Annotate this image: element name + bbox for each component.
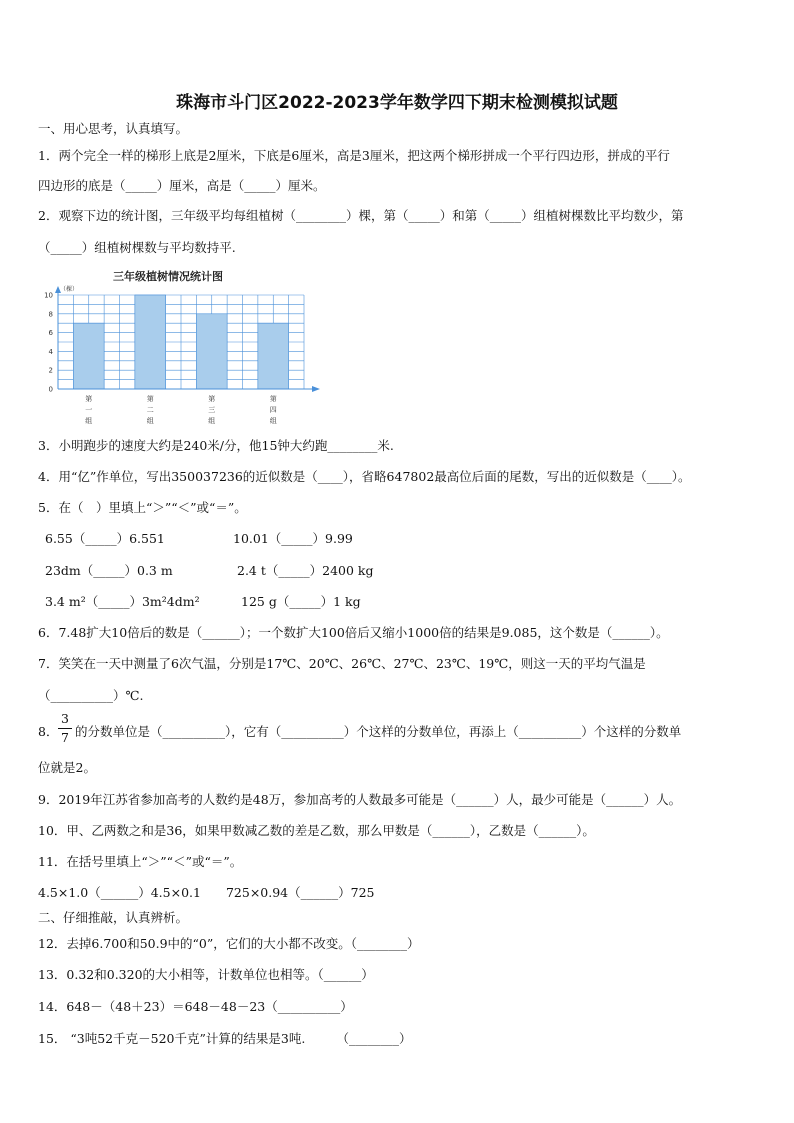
chart-y-label: （棵） bbox=[60, 286, 79, 293]
fraction-3-7 bbox=[58, 712, 72, 745]
x-category-label: 第四组 bbox=[269, 395, 277, 425]
bar-1 bbox=[73, 323, 104, 389]
fraction-bar bbox=[58, 728, 72, 729]
question-11-items: 4.5×1.0（______）4.5×0.1 725×0.94（______）725 bbox=[38, 885, 375, 900]
question-12: 12．去掉6.700和50.9中的“0”，它们的大小都不改变。（________） bbox=[38, 936, 420, 951]
q5-item-5: 3.4 m²（_____）3m²4dm² bbox=[45, 594, 200, 609]
q5-item-4: 2.4 t（_____）2400 kg bbox=[237, 563, 374, 578]
question-6: 6．7.48扩大10倍后的数是（______）；一个数扩大100倍后又缩小1000倍的结果是9.085，这个数是（______）。 bbox=[38, 625, 669, 640]
section-heading-2: 二、仔细推敲，认真辨析。 bbox=[38, 910, 189, 925]
question-15: 15． “3吨52千克－520千克”计算的结果是3吨. （________） bbox=[38, 1031, 412, 1046]
chart-title: 三年级植树情况统计图 bbox=[113, 270, 223, 283]
section-heading: 一、用心思考，认真填写。 bbox=[38, 121, 189, 136]
question-8-line-1: 的分数单位是（__________），它有（__________）个这样的分数单位，再添上（__________）个这样的分数单 bbox=[75, 724, 682, 739]
fraction-denominator: 7 bbox=[61, 730, 69, 745]
question-2-line-1: 2．观察下边的统计图，三年级平均每组植树（________）棵，第（_____）和第（_____）组植树棵数比平均数少，第 bbox=[38, 208, 684, 223]
bar-4 bbox=[258, 323, 289, 389]
question-1-line-2: 四边形的底是（_____）厘米，高是（_____）厘米。 bbox=[38, 178, 326, 193]
x-axis-arrow bbox=[312, 386, 320, 392]
bar-2 bbox=[135, 295, 166, 389]
question-8-number: 8． bbox=[38, 724, 59, 739]
question-9: 9．2019年江苏省参加高考的人数约是48万，参加高考的人数最多可能是（______）人，最少可能是（______）人。 bbox=[38, 792, 682, 807]
q5-item-1: 6.55（_____）6.551 bbox=[45, 531, 165, 546]
question-4: 4．用“亿”作单位，写出350037236的近似数是（____），省略647802最高位后面的尾数，写出的近似数是（____）。 bbox=[38, 469, 691, 484]
x-category-label: 第一组 bbox=[85, 395, 93, 425]
question-7-line-2: （__________）℃. bbox=[38, 688, 144, 703]
question-1-line-1: 1．两个完全一样的梯形上底是2厘米，下底是6厘米，高是3厘米，把这两个梯形拼成一个平行四边形，拼成的平行 bbox=[38, 148, 670, 163]
bar-3 bbox=[196, 314, 227, 389]
question-5: 5．在（ ）里填上“＞”“＜”或“＝”。 bbox=[38, 500, 247, 515]
question-11: 11．在括号里填上“＞”“＜”或“＝”。 bbox=[38, 854, 243, 869]
y-tick-label: 10 bbox=[44, 291, 53, 300]
page-title: 珠海市斗门区2022-2023学年数学四下期末检测模拟试题 bbox=[176, 93, 618, 113]
x-category-label: 第二组 bbox=[146, 395, 154, 425]
y-tick-label: 6 bbox=[48, 329, 53, 338]
question-13: 13．0.32和0.320的大小相等，计数单位也相等。（______） bbox=[38, 967, 374, 982]
question-2-line-2: （_____）组植树棵数与平均数持平. bbox=[38, 240, 236, 255]
y-tick-label: 2 bbox=[48, 366, 53, 375]
y-tick-label: 8 bbox=[48, 310, 53, 319]
question-8-line-2: 位就是2。 bbox=[38, 760, 96, 775]
question-14: 14．648－（48＋23）＝648－48－23（__________） bbox=[38, 999, 353, 1014]
x-category-label: 第三组 bbox=[208, 395, 216, 425]
y-tick-label: 4 bbox=[48, 347, 53, 356]
question-3: 3．小明跑步的速度大约是240米/分，他15钟大约跑________米. bbox=[38, 438, 394, 453]
bar-chart bbox=[38, 264, 328, 430]
q5-item-2: 10.01（_____）9.99 bbox=[233, 531, 353, 546]
y-tick-label: 0 bbox=[48, 385, 53, 394]
q5-item-6: 125 g（_____）1 kg bbox=[241, 594, 361, 609]
fraction-numerator: 3 bbox=[61, 711, 69, 726]
q5-item-3: 23dm（_____）0.3 m bbox=[45, 563, 173, 578]
question-7-line-1: 7．笑笑在一天中测量了6次气温，分别是17℃、20℃、26℃、27℃、23℃、19℃，则这一天的平均气温是 bbox=[38, 656, 646, 671]
question-10: 10．甲、乙两数之和是36，如果甲数减乙数的差是乙数，那么甲数是（______），乙数是（______）。 bbox=[38, 823, 595, 838]
